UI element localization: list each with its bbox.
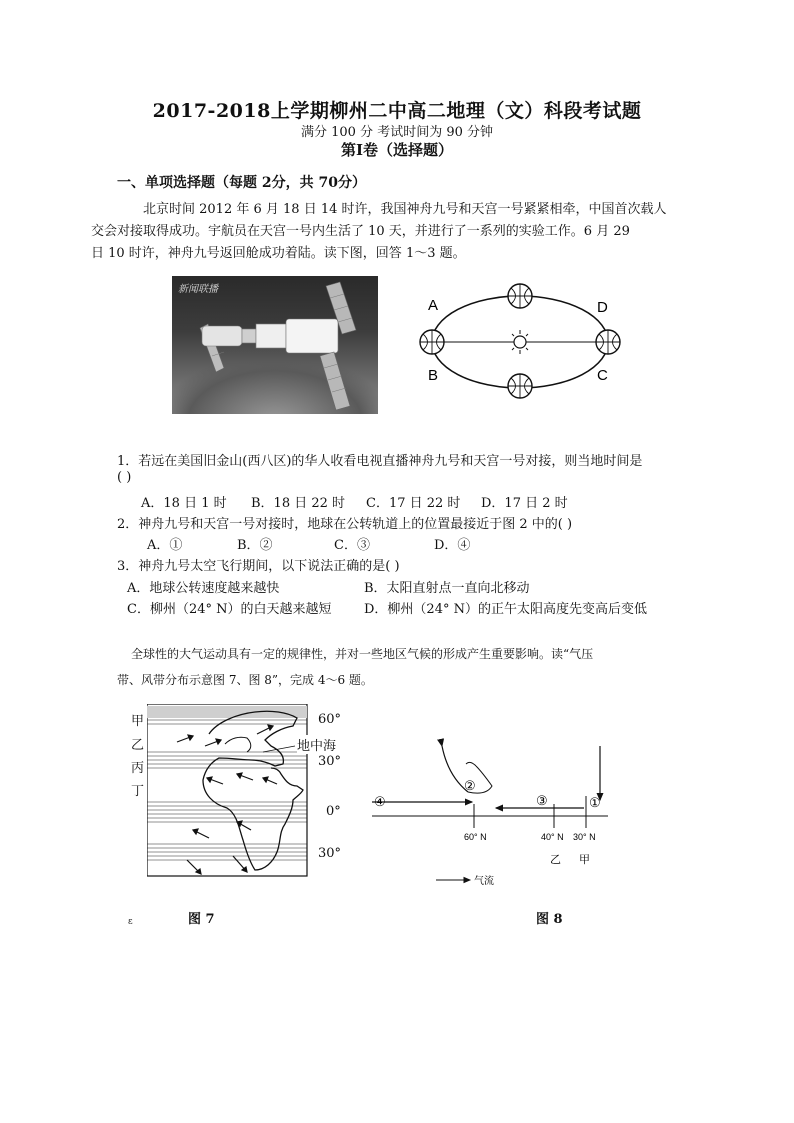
question-3-option-d: D．柳州（24° N）的正午太阳高度先变高后变低 [364,602,647,617]
fig7-label-ding: 丁 [131,784,145,799]
question-3-option-c: C．柳州（24° N）的白天越来越短 [127,602,332,617]
intro-line: 北京时间 2012 年 6 月 18 日 14 时许，我国神舟九号和天宫一号紧紧相牵，中国首次载人 [143,202,667,217]
fig8-circle-3: ③ [536,794,548,809]
fig7-lat-30s: 30° [318,846,342,861]
spacecraft-drawing [172,276,378,414]
sun-icon [508,330,532,354]
fig8-lat-60n: 60° N [464,832,487,842]
section-heading: 一、单项选择题（每题 2分，共 70分） [117,175,366,191]
question-2-option-b: B．② [237,538,273,553]
fig7-lat-60: 60° [318,712,342,727]
page-title: 2017-2018上学期柳州二中高二地理（文）科段考试题 [152,100,642,122]
volume-heading: 第Ⅰ卷（选择题） [340,141,454,159]
earth-top-icon [508,284,532,308]
fig7-map [147,704,317,884]
photo-caption: 新闻联播 [178,284,218,295]
figure-7 [121,704,351,884]
question-1-blank: ( ) [117,470,132,485]
fig7-label-jia: 甲 [131,714,145,729]
exam-info: 满分 100 分 考试时间为 90 分钟 [300,125,494,140]
earth-right-icon [596,330,620,354]
orbit-label-d: D [597,299,608,316]
intro2-line: 全球性的大气运动具有一定的规律性，并对一些地区气候的形成产生重要影响。读“气压 [131,647,594,661]
fig8-lat-40n: 40° N [541,832,564,842]
figure-8 [364,736,614,886]
question-2-option-a: A．① [147,538,183,553]
figure-8-caption: 图 8 [536,912,563,927]
fig8-circle-4: ④ [374,795,386,810]
figure-7-caption: 图 7 [188,912,215,927]
fig7-label-yi: 乙 [131,738,145,753]
question-2-stem: 2．神舟九号和天宫一号对接时，地球在公转轨道上的位置最接近于图 2 中的( ) [117,517,573,532]
question-2-option-d: D．④ [434,538,471,553]
fig8-zone-jia: 甲 [579,853,590,866]
earth-bottom-icon [508,374,532,398]
orbit-label-c: C [597,367,608,384]
intro-paragraph [91,199,682,265]
intro-paragraph-2 [117,641,687,693]
fig8-circle-2: ② [464,779,476,794]
intro-line: 交会对接取得成功。宇航员在天宫一号内生活了 10 天，并进行了一系列的实验工作。6 月 29 [91,224,630,239]
fig8-zone-yi: 乙 [550,853,561,866]
orbit-label-b: B [428,367,439,384]
orbit-diagram [410,280,628,410]
question-1-option-a: A．18 日 1 时 [141,496,227,511]
question-2-option-c: C．③ [334,538,370,553]
corner-mark: ɛ [128,917,133,927]
question-1-option-d: D．17 日 2 时 [481,496,568,511]
question-1-option-b: B．18 日 22 时 [251,496,346,511]
intro-line: 日 10 时许，神舟九号返回舱成功着陆。读下图，回答 1～3 题。 [91,246,466,261]
fig7-lat-0: 0° [326,804,341,819]
spacecraft-photo [172,276,378,414]
earth-left-icon [420,330,444,354]
question-3-stem: 3．神舟九号太空飞行期间，以下说法正确的是( ) [117,559,400,574]
fig7-mediterranean-label: 地中海 [297,735,336,754]
question-1-stem: 1．若远在美国旧金山(西八区)的华人收看电视直播神舟九号和天宫一号对接，则当地时间是 [117,454,643,469]
orbit-label-a: A [428,297,439,314]
question-3-option-a: A．地球公转速度越来越快 [127,581,280,596]
question-1-option-c: C．17 日 22 时 [366,496,461,511]
fig8-circle-1: ① [589,796,601,811]
fig8-legend: 气流 [474,876,494,886]
fig7-label-bing: 丙 [131,761,145,776]
fig8-lat-30n: 30° N [573,832,596,842]
fig7-lat-30n: 30° [318,754,342,769]
intro2-line: 带、风带分布示意图 7、图 8”，完成 4～6 题。 [117,673,373,687]
question-3-option-b: B．太阳直射点一直向北移动 [364,581,530,596]
